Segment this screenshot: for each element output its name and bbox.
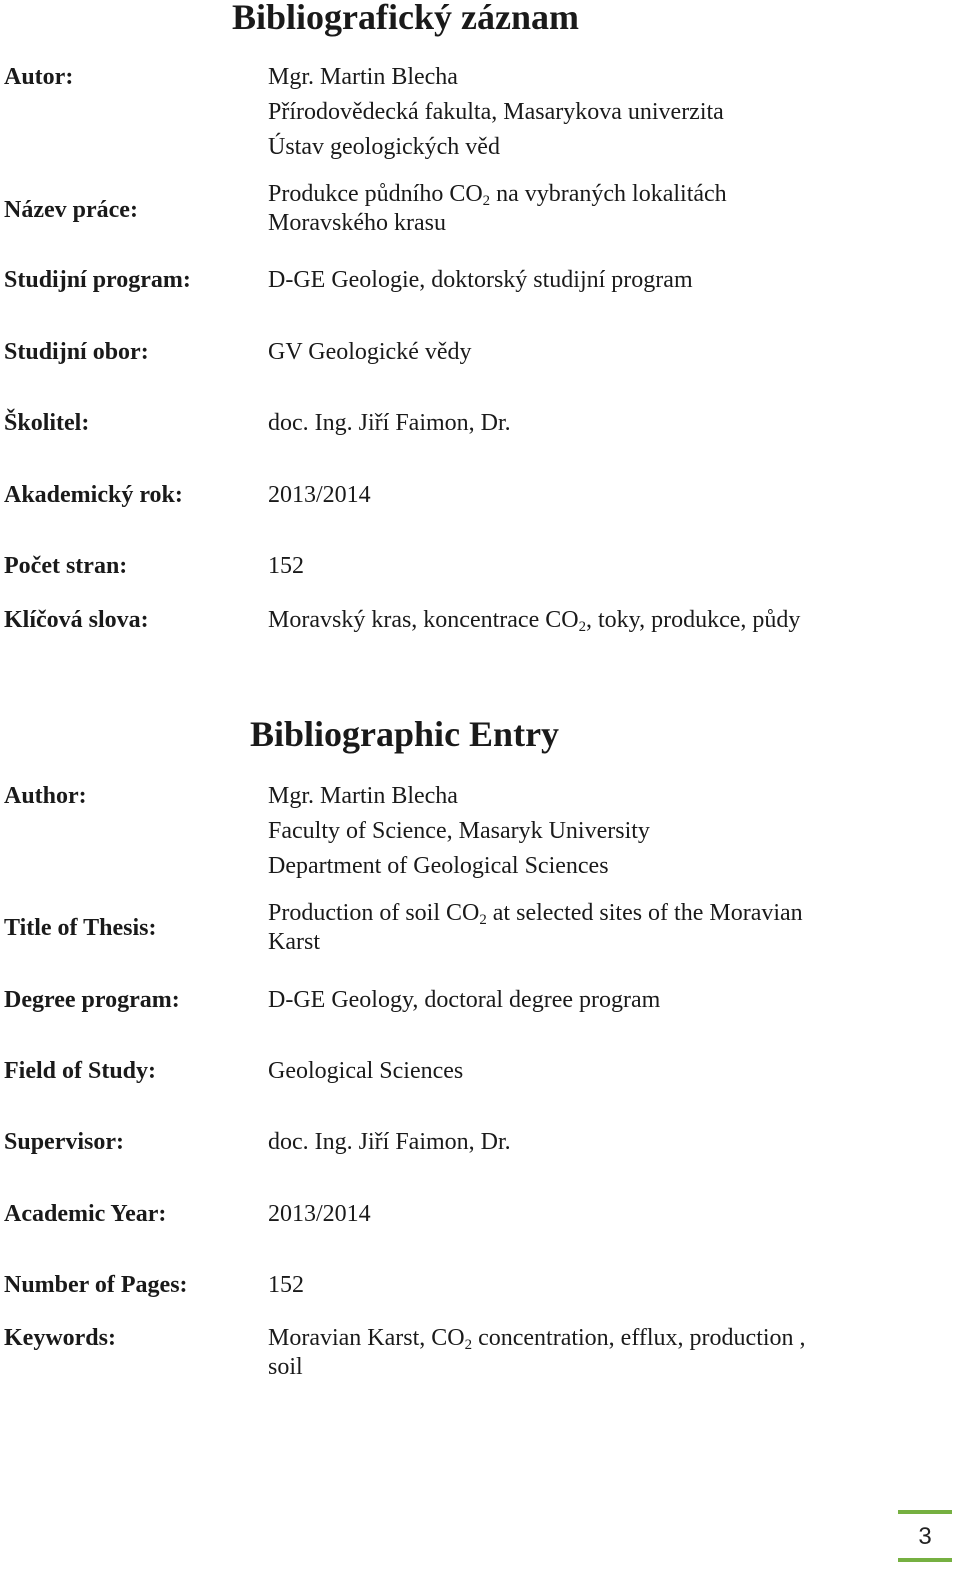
cz-keywords-sub: 2: [578, 619, 587, 636]
cz-title-line2: Moravského krasu: [268, 210, 446, 236]
cz-supervisor-label: Školitel:: [4, 410, 90, 436]
en-title-label: Title of Thesis:: [4, 915, 157, 941]
cz-supervisor-value: doc. Ing. Jiří Faimon, Dr.: [268, 410, 511, 436]
cz-program-value: D-GE Geologie, doktorský studijní program: [268, 267, 693, 293]
cz-year-label: Akademický rok:: [4, 482, 183, 508]
cz-author-dept: Ústav geologických věd: [268, 134, 500, 160]
cz-pages-label: Počet stran:: [4, 553, 128, 579]
cz-keywords-pre: Moravský kras, koncentrace CO: [268, 607, 579, 633]
en-year-label: Academic Year:: [4, 1201, 167, 1227]
en-keywords-line1: [268, 1323, 806, 1353]
en-year-value: 2013/2014: [268, 1201, 371, 1227]
en-keywords-line2: soil: [268, 1354, 303, 1380]
en-title-pre: Production of soil CO: [268, 900, 480, 926]
en-title-sub: 2: [479, 912, 487, 929]
page-number: 3: [918, 1523, 932, 1550]
en-field-label: Field of Study:: [4, 1058, 157, 1084]
cz-author-faculty: Přírodovědecká fakulta, Masarykova univerzita: [268, 99, 724, 125]
page-number-box: [898, 1510, 952, 1562]
en-program-value: D-GE Geology, doctoral degree program: [268, 987, 661, 1013]
en-keywords-label: Keywords:: [4, 1325, 116, 1351]
en-title-line2: Karst: [268, 929, 320, 955]
en-title-line1: [268, 898, 803, 928]
cz-author-name: Mgr. Martin Blecha: [268, 64, 458, 90]
cz-title-sub: 2: [482, 193, 491, 210]
en-keywords-pre: Moravian Karst, CO: [268, 1325, 465, 1351]
en-author-dept: Department of Geological Sciences: [268, 853, 609, 879]
cz-keywords-value: [268, 605, 800, 635]
en-keywords-sub: 2: [464, 1337, 473, 1354]
cz-field-label: Studijní obor:: [4, 339, 149, 365]
en-field-value: Geological Sciences: [268, 1058, 464, 1084]
en-pages-value: 152: [268, 1272, 304, 1298]
cz-pages-value: 152: [268, 553, 304, 579]
cz-heading: Bibliografický záznam: [232, 0, 579, 37]
en-supervisor-value: doc. Ing. Jiří Faimon, Dr.: [268, 1129, 511, 1155]
en-supervisor-label: Supervisor:: [4, 1129, 124, 1155]
cz-title-post: na vybraných lokalitách: [490, 181, 727, 207]
cz-keywords-post: , toky, produkce, půdy: [586, 607, 801, 633]
cz-title-label: Název práce:: [4, 197, 138, 223]
cz-keywords-label: Klíčová slova:: [4, 607, 149, 633]
en-pages-label: Number of Pages:: [4, 1272, 188, 1298]
cz-year-value: 2013/2014: [268, 482, 371, 508]
cz-title-line1: [268, 179, 727, 209]
cz-program-label: Studijní program:: [4, 267, 191, 293]
en-author-faculty: Faculty of Science, Masaryk University: [268, 818, 650, 844]
en-keywords-post: concentration, efflux, production ,: [472, 1325, 806, 1351]
en-author-name: Mgr. Martin Blecha: [268, 783, 458, 809]
en-heading: Bibliographic Entry: [250, 714, 560, 754]
cz-title-pre: Produkce půdního CO: [268, 181, 483, 207]
en-program-label: Degree program:: [4, 987, 180, 1013]
cz-author-label: Autor:: [4, 64, 74, 90]
en-title-post: at selected sites of the Moravian: [486, 900, 803, 926]
en-author-label: Author:: [4, 783, 87, 809]
cz-field-value: GV Geologické vědy: [268, 339, 472, 365]
